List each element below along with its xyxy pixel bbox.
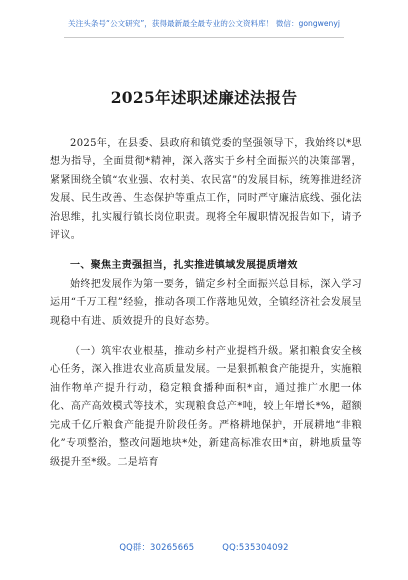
footer-contact: [0, 541, 408, 553]
header-banner: 关注头条号“公文研究”，获得最新最全最专业的公文资料库！ 微信：gongwenyj: [68, 19, 340, 28]
footer-qq-group: QQ群：30265665: [119, 542, 195, 552]
document-title: 2025年述职述廉述法报告: [110, 88, 298, 107]
intro-paragraph: 2025年，在县委、县政府和镇党委的坚强领导下，我始终以*思想为指导，全面贯彻*精神，深入落实于乡村全面振兴的决策部署，紧紧围绕全镇“农业强、农村美、农民富”的发展目标，统筹推进经济发展、民生改善、生态保护等重点工作，同时严守廉洁底线、强化法治思维，扎实履行镇长岗位职责。现将全年履职情况报告如下，请予评议。: [50, 138, 362, 242]
subsection-paragraph: （一）筑牢农业根基，推动乡村产业提档升级。紧扣粮食安全核心任务，深入推进农业高质量发展。一是狠抓粮食产能提升，实施粮油作物单产提升行动，稳定粮食播种面积*亩，通过推广水肥一体化、高产高效模式等技术，实现粮食总产*吨，较上年增长*%，超额完成千亿斤粮食产能提升阶段任务。严格耕地保护，开展耕地“非粮化”专项整治，整改问题地块*处，新建高标准农田*亩，耕地质量等级提升至*级。二是培育: [50, 346, 362, 468]
document-body: [50, 135, 362, 472]
section-paragraph: 始终把发展作为第一要务，锚定乡村全面振兴总目标，深入学习运用“千万工程”经验，推动各项工作落地见效，全镇经济社会发展呈现稳中有进、质效提升的良好态势。: [50, 278, 362, 327]
footer-qq: QQ:535304092: [222, 542, 289, 552]
header-divider: [64, 37, 344, 38]
section-heading: 一、聚焦主责强担当，扎实推进镇域发展提质增效: [70, 260, 298, 272]
